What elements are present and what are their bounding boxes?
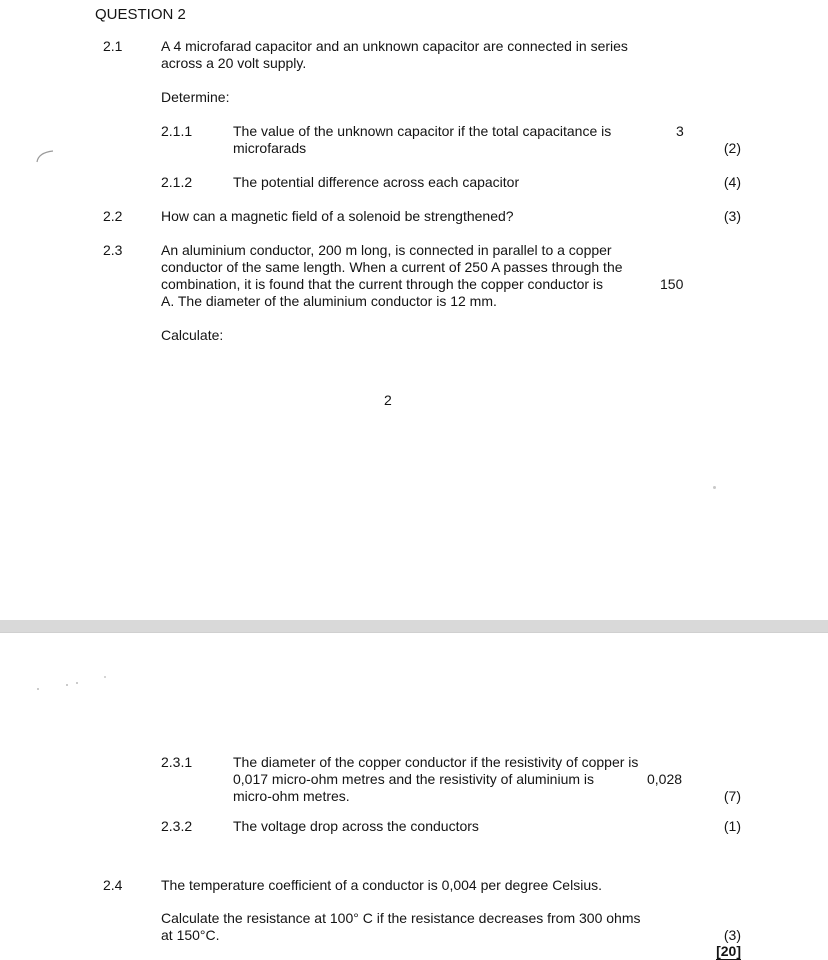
- question-2-3-2-text: The voltage drop across the conductors: [233, 818, 479, 834]
- question-2-1-1-line-2: microfarads: [233, 140, 307, 156]
- question-number-2-3: 2.3: [103, 242, 123, 258]
- question-2-1-2-text: The potential difference across each capacitor: [233, 174, 520, 190]
- question-2-1-line-1: A 4 microfarad capacitor and an unknown capacitor are connected in series: [161, 38, 628, 54]
- question-number-2-1-2: 2.1.2: [161, 174, 193, 190]
- speck-mark: [713, 486, 716, 489]
- question-2-4-line-2: Calculate the resistance at 100° C if the resistance decreases from 300 ohms: [161, 910, 641, 926]
- question-number-2-4: 2.4: [103, 877, 123, 893]
- question-2-3-1-line-1: The diameter of the copper conductor if the resistivity of copper is: [233, 754, 639, 770]
- marks-2-1-1: (2): [723, 140, 741, 156]
- marks-2-2: (3): [723, 208, 741, 224]
- marks-2-3-2: (1): [723, 818, 741, 834]
- page-number: 2: [384, 392, 392, 408]
- page-separator: [0, 620, 828, 632]
- question-total-marks: [20]: [716, 943, 741, 959]
- question-2-1-line-2: across a 20 volt supply.: [161, 55, 307, 71]
- question-2-3-1-line-2: 0,017 micro-ohm metres and the resistivity of aluminium is: [233, 771, 595, 787]
- question-number-2-2: 2.2: [103, 208, 123, 224]
- speck-mark: [76, 682, 78, 684]
- question-2-3-line-3: combination, it is found that the current through the copper conductor is: [161, 276, 604, 292]
- question-number-2-1: 2.1: [103, 38, 123, 54]
- question-2-3-1-line-3: micro-ohm metres.: [233, 788, 350, 804]
- question-2-3-1-value: 0,028: [647, 771, 683, 787]
- document-page-2: [0, 632, 828, 960]
- question-number-2-1-1: 2.1.1: [161, 123, 193, 139]
- marks-2-4: (3): [723, 927, 741, 943]
- speck-mark: [66, 684, 68, 686]
- calculate-label: Calculate:: [161, 327, 224, 343]
- speck-mark: [37, 688, 39, 690]
- speck-mark: [104, 676, 106, 678]
- question-2-3-line-2: conductor of the same length. When a current of 250 A passes through the: [161, 259, 623, 275]
- question-2-3-value: 150: [660, 276, 684, 292]
- question-2-2-text: How can a magnetic field of a solenoid be strengthened?: [161, 208, 514, 224]
- question-2-4-line-3: at 150°C.: [161, 927, 220, 943]
- question-number-2-3-2: 2.3.2: [161, 818, 193, 834]
- question-2-4-line-1: The temperature coefficient of a conductor is 0,004 per degree Celsius.: [161, 877, 602, 893]
- question-number-2-3-1: 2.3.1: [161, 754, 193, 770]
- question-2-1-1-value: 3: [676, 123, 684, 139]
- question-2-3-line-1: An aluminium conductor, 200 m long, is connected in parallel to a copper: [161, 242, 612, 258]
- marks-2-1-2: (4): [723, 174, 741, 190]
- question-2-1-1-line-1: The value of the unknown capacitor if the total capacitance is: [233, 123, 612, 139]
- question-heading: QUESTION 2: [95, 6, 186, 23]
- question-2-3-line-4: A. The diameter of the aluminium conductor is 12 mm.: [161, 293, 497, 309]
- determine-label: Determine:: [161, 89, 230, 105]
- pen-mark-icon: [34, 148, 56, 166]
- marks-2-3-1: (7): [723, 788, 741, 804]
